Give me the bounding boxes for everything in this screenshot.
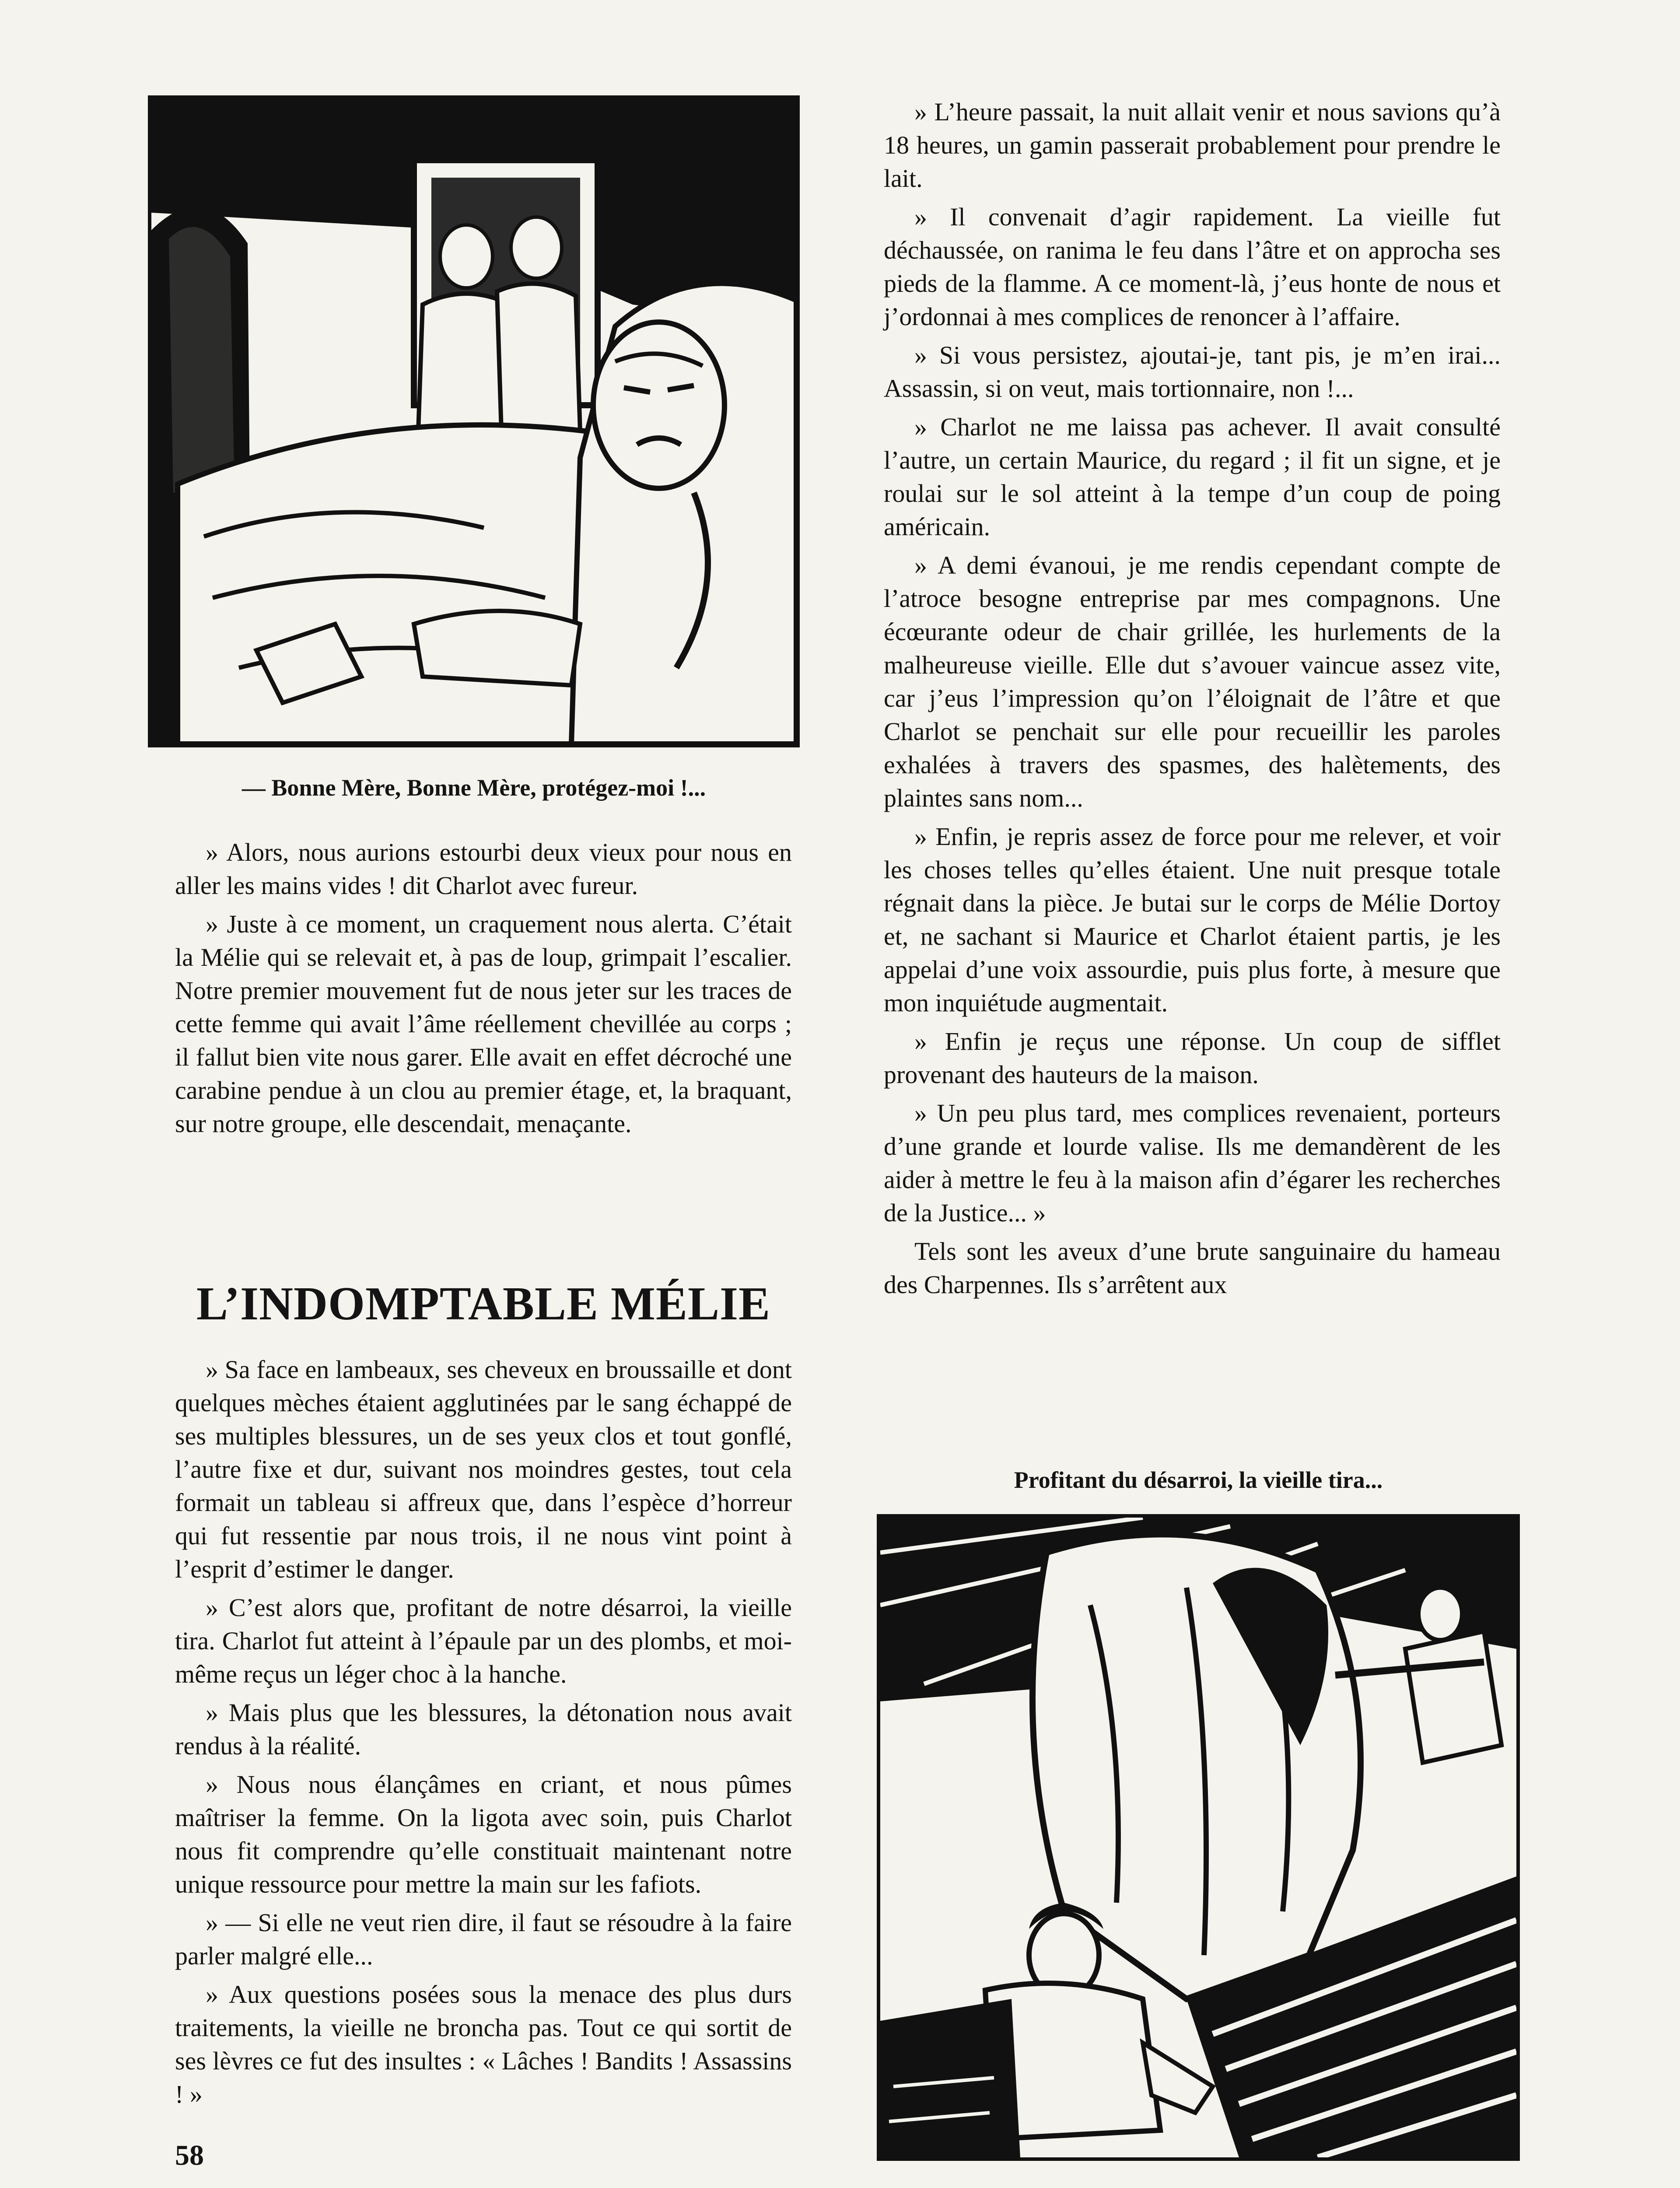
left-column-after-heading bbox=[175, 1353, 792, 2116]
left-column bbox=[175, 836, 792, 1146]
paragraph: » Sa face en lambeaux, ses cheveux en broussaille et dont quelques mèches étaient agglutinées par le sang échappé de ses multiples blessures, un de ses yeux clos et tout gonflé, l’autre fixe et dur, suivant nos moindres gestes, tout cela formait un tableau si affreux que, dans l’espèce d’horreur qui fut ressentie par nous trois, il ne nous vint point à l’esprit d’estimer le danger. bbox=[175, 1355, 792, 1583]
paragraph: » Nous nous élançâmes en criant, et nous pûmes maîtriser la femme. On la ligota avec soin, puis Charlot nous fit comprendre qu’elle constituait maintenant notre unique ressource pour mettre la main sur les fafiots. bbox=[175, 1770, 792, 1898]
paragraph: » Enfin, je repris assez de force pour me relever, et voir les choses telles qu’elles étaient. Une nuit presque totale régnait dans la pièce. Je butai sur le corps de Mélie Dortoy et, ne sachant si Maurice et Charlot étaient partis, je les appelai d’une voix assourdie, puis plus forte, à mesure que mon inquiétude augmentait. bbox=[884, 822, 1501, 1017]
illustration-1-caption: — Bonne Mère, Bonne Mère, protégez-moi !... bbox=[242, 775, 706, 801]
paragraph: » C’est alors que, profitant de notre désarroi, la vieille tira. Charlot fut atteint à l’épaule par un des plombs, et moi-même reçus un léger choc à la hanche. bbox=[175, 1593, 792, 1688]
paragraph: » Juste à ce moment, un craquement nous alerta. C’était la Mélie qui se relevait et, à pas de loup, grimpait l’escalier. Notre premier mouvement fut de nous jeter sur les traces de cette femme qui avait l’âme réellement chevillée au corps ; il fallut bien vite nous garer. Elle avait en effet décroché une carabine pendue à un clou au premier étage, et, la braquant, sur notre groupe, elle descendait, menaçante. bbox=[175, 910, 792, 1138]
illustration-bedroom-scene bbox=[151, 99, 796, 744]
paragraph: » L’heure passait, la nuit allait venir et nous savions qu’à 18 heures, un gamin passerait probablement pour prendre le lait. bbox=[884, 98, 1501, 193]
paragraph: » Alors, nous aurions estourbi deux vieux pour nous en aller les mains vides ! dit Charlot avec fureur. bbox=[175, 838, 792, 900]
paragraph: Tels sont les aveux d’une brute sanguinaire du hameau des Charpennes. Ils s’arrêtent aux bbox=[884, 1237, 1501, 1299]
paragraph: » Un peu plus tard, mes complices revenaient, porteurs d’une grande et lourde valise. Ils me demandèrent de les aider à mettre le feu à la maison afin d’égarer les recherches de la Justice... » bbox=[884, 1099, 1501, 1227]
illustration-staircase-scene bbox=[880, 1518, 1516, 2157]
section-heading: L’INDOMPTABLE MÉLIE bbox=[196, 1278, 771, 1330]
paragraph: » A demi évanoui, je me rendis cependant compte de l’atroce besogne entreprise par mes compagnons. Une écœurante odeur de chair grillée, les hurlements de la malheureuse vieille. Elle dut s’avouer vaincue assez vite, car j’eus l’impression qu’on l’éloignait de l’âtre et que Charlot se penchait sur elle pour recueillir les paroles exhalées à travers des spasmes, des halètements, des plaintes sans nom... bbox=[884, 551, 1501, 812]
paragraph: » — Si elle ne veut rien dire, il faut se résoudre à la faire parler malgré elle... bbox=[175, 1908, 792, 1970]
paragraph: » Enfin je reçus une réponse. Un coup de sifflet provenant des hauteurs de la maison. bbox=[884, 1027, 1501, 1089]
page-number: 58 bbox=[175, 2139, 204, 2171]
paragraph: » Si vous persistez, ajoutai-je, tant pis, je m’en irai... Assassin, si on veut, mais tortionnaire, non !... bbox=[884, 341, 1501, 403]
illustration-bedridden-man bbox=[148, 95, 800, 747]
paragraph: » Mais plus que les blessures, la détonation nous avait rendus à la réalité. bbox=[175, 1698, 792, 1760]
paragraph: » Aux questions posées sous la menace des plus durs traitements, la vieille ne broncha pas. Tout ce qui sortit de ses lèvres ce fut des insultes : « Lâches ! Bandits ! Assassins ! » bbox=[175, 1980, 792, 2108]
paragraph: » Il convenait d’agir rapidement. La vieille fut déchaussée, on ranima le feu dans l’âtre et on approcha ses pieds de la flamme. A ce moment-là, j’eus honte de nous et j’ordonnai à mes complices de renoncer à l’affaire. bbox=[884, 203, 1501, 331]
right-column bbox=[884, 95, 1501, 1307]
paragraph: » Charlot ne me laissa pas achever. Il avait consulté l’autre, un certain Maurice, du regard ; il fit un signe, et je roulai sur le sol atteint à la tempe d’un coup de poing américain. bbox=[884, 413, 1501, 541]
illustration-2-caption: Profitant du désarroi, la vieille tira... bbox=[1014, 1467, 1383, 1493]
illustration-staircase-shooting bbox=[877, 1514, 1520, 2161]
